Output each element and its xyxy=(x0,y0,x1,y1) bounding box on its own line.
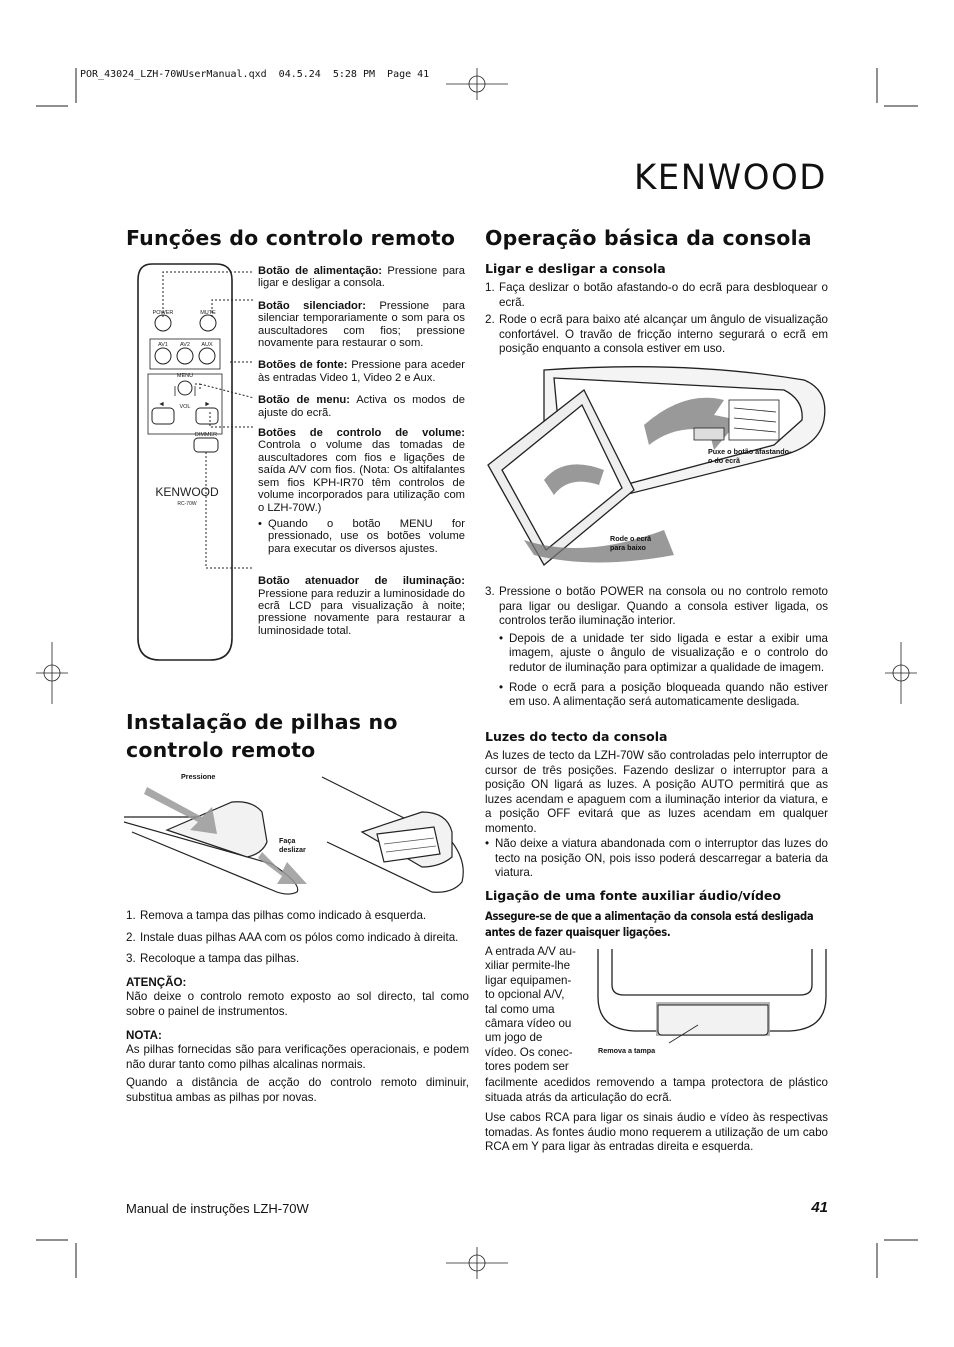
step3-block xyxy=(485,585,828,710)
registration-mark-bottom xyxy=(446,1247,508,1279)
registration-mark-top xyxy=(446,68,508,100)
step3-bullet: • Rode o ecrã para a posição bloqueada quando não estiver em uso. A alimentação será automaticamente desligada. xyxy=(499,680,828,709)
onoff-step: 2. Rode o ecrã para baixo até alcançar um ângulo de visualização confortável. O travão de fricção interno segurará o ecrã em posição enquanto a consola estiver em uso. xyxy=(485,313,828,356)
registration-mark-right xyxy=(885,642,917,704)
rca-text: Use cabos RCA para ligar os sinais áudio e vídeo às respectivas tomadas. As fontes áudio mono requerem a utilização de um cabo RCA em Y para ligar às entradas direita e esquerda. xyxy=(485,1111,828,1154)
aux-text-line: tores podem ser xyxy=(485,1060,569,1074)
function-dimmer: Botão atenuador de iluminação: Pressione para reduzir a luminosidade do ecrã LCD para visualização à noite; pressione novamente para restaurar a luminosidade total. xyxy=(258,575,465,637)
aux-text-line: ligar equipamen- xyxy=(485,973,572,987)
onoff-heading: Ligar e desligar a consola xyxy=(485,261,666,276)
av2-label: AV2 xyxy=(180,342,190,348)
remote-functions-list xyxy=(258,265,465,637)
footer-manual: Manual de instruções LZH-70W xyxy=(126,1201,309,1216)
function-mute: Botão silenciador: Pressione para silenciar temporariamente o som para os auscultadores com fios; pressione novamente para restaurar o som. xyxy=(258,299,465,350)
kenwood-logo: KENWOOD xyxy=(633,157,827,199)
aux-text-line: um jogo de xyxy=(485,1031,543,1045)
aux-text-continued: facilmente acedidos removendo a tampa protectora de plástico situada atrás da articulação do ecrã. xyxy=(485,1076,828,1104)
rotate-screen-label: Rode o ecrã para baixo xyxy=(610,534,652,552)
battery-step: 3. Recoloque a tampa das pilhas. xyxy=(126,952,300,966)
aux-text-line: câmara vídeo ou xyxy=(485,1017,572,1031)
menu-label: MENU xyxy=(176,373,194,379)
mute-label: MUTE xyxy=(200,310,216,316)
console-operation-title: Operação básica da consola xyxy=(485,226,812,250)
note-text: As pilhas fornecidas são para verificações operacionais, e podem não durar tanto como pilhas alcalinas normais. xyxy=(126,1043,469,1071)
svg-text:►: ► xyxy=(204,401,211,408)
function-source: Botões de fonte: Pressione para aceder às entradas Video 1, Video 2 e Aux. xyxy=(258,359,465,384)
warning-text: Não deixe o controlo remoto exposto ao sol directo, tal como sobre o painel de instrumentos. xyxy=(126,990,469,1018)
lights-bullet: • Não deixe a viatura abandonada com o interruptor das luzes do tecto na posição ON, pois isso poderá descarregar a bateria da viatura. xyxy=(485,837,828,880)
svg-text:◄: ◄ xyxy=(158,401,165,408)
aux-heading: Ligação de uma fonte auxiliar áudio/vídeo xyxy=(485,888,782,903)
registration-mark-left xyxy=(36,642,68,704)
onoff-step: 1. Faça deslizar o botão afastando-o do ecrã para desbloquear o ecrã. xyxy=(485,281,828,309)
aux-text-line: xiliar permite-lhe xyxy=(485,959,571,973)
step3-bullet: • Depois de a unidade ter sido ligada e estar a exibir uma imagem, ajuste o ângulo de visualização e o controlo do redutor de iluminação para optimizar a qualidade de imagem. xyxy=(499,631,828,674)
lights-text: As luzes de tecto da LZH-70W são controladas pelo interruptor de cursor de três posições. Fazendo deslizar o interruptor para a posição ON ligará as luzes. A posição AUTO permitirá que as luzes acendam e apaguem com a iluminação interior da viatura, e a posição OFF evitará que as luzes acendam em qualquer momento. xyxy=(485,749,828,835)
aux-text-line: vídeo. Os conec- xyxy=(485,1045,573,1059)
function-menu: Botão de menu: Activa os modos de ajuste do ecrã. xyxy=(258,394,465,419)
av1-label: AV1 xyxy=(158,342,168,348)
lights-heading: Luzes do tecto da consola xyxy=(485,729,668,744)
print-header: POR_43024_LZH-70WUserManual.qxd 04.5.24 5:28 PM Page 41 xyxy=(80,69,430,80)
battery-steps xyxy=(126,909,469,1106)
page-number: 41 xyxy=(811,1199,828,1216)
aux-text-line: to opcional A/V, xyxy=(485,988,565,1002)
remote-brand-label: KENWOOD xyxy=(155,485,219,499)
remove-cover-label: Remova a tampa xyxy=(598,1046,656,1055)
dimmer-label: DIMMER xyxy=(194,432,218,438)
function-volume-bullet: • Quando o botão MENU for pressionado, use os botões volume para executar os diversos ajustes. xyxy=(258,517,465,555)
aux-text-narrow xyxy=(485,945,585,1075)
onoff-step-3: 3. Pressione o botão POWER na consola ou no controlo remoto para ligar ou desligar. Quando a consola estiver ligada, os controlos terão iluminação interior. xyxy=(485,585,828,628)
aux-text-line: tal como uma xyxy=(485,1002,555,1016)
battery-step: 2. Instale duas pilhas AAA com os pólos como indicado à direita. xyxy=(126,930,459,944)
pull-button-label: Puxe o botão afastando-o do ecrã xyxy=(708,447,792,465)
press-label: Pressione xyxy=(181,772,216,781)
battery-step: 1. Remova a tampa das pilhas como indicado à esquerda. xyxy=(126,909,427,922)
onoff-steps xyxy=(485,281,828,357)
slide-label: Faça deslizar xyxy=(279,836,306,854)
remote-model-label: RC-70W xyxy=(177,501,197,507)
function-volume: Botões de controlo de volume: Controla o volume das tomadas de auscultadores com fios e ligações de saída A/V com fios. (Nota: Os altifalantes sem fios KPH-IR70 têm controlos de volume incorporados para utilização com o LZH-70W.) xyxy=(258,427,465,514)
aux-text-line: A entrada A/V au- xyxy=(485,945,576,958)
remote-functions-title: Funções do controlo remoto xyxy=(126,226,456,250)
vol-label: VOL xyxy=(179,404,191,410)
warning-label: ATENÇÃO: xyxy=(126,975,187,989)
battery-title: Instalação de pilhas no controlo remoto xyxy=(126,710,398,762)
aux-label: AUX xyxy=(201,342,213,348)
note-label: NOTA: xyxy=(126,1028,162,1042)
note-text-2: Quando a distância de acção do controlo remoto diminuir, substitua ambas as pilhas por novas. xyxy=(126,1076,469,1104)
aux-warning: Assegure-se de que a alimentação da consola está desligada antes de fazer quaisquer ligações. xyxy=(485,910,814,939)
function-power: Botão de alimentação: Pressione para ligar e desligar a consola. xyxy=(258,265,465,290)
power-label: POWER xyxy=(152,310,174,316)
